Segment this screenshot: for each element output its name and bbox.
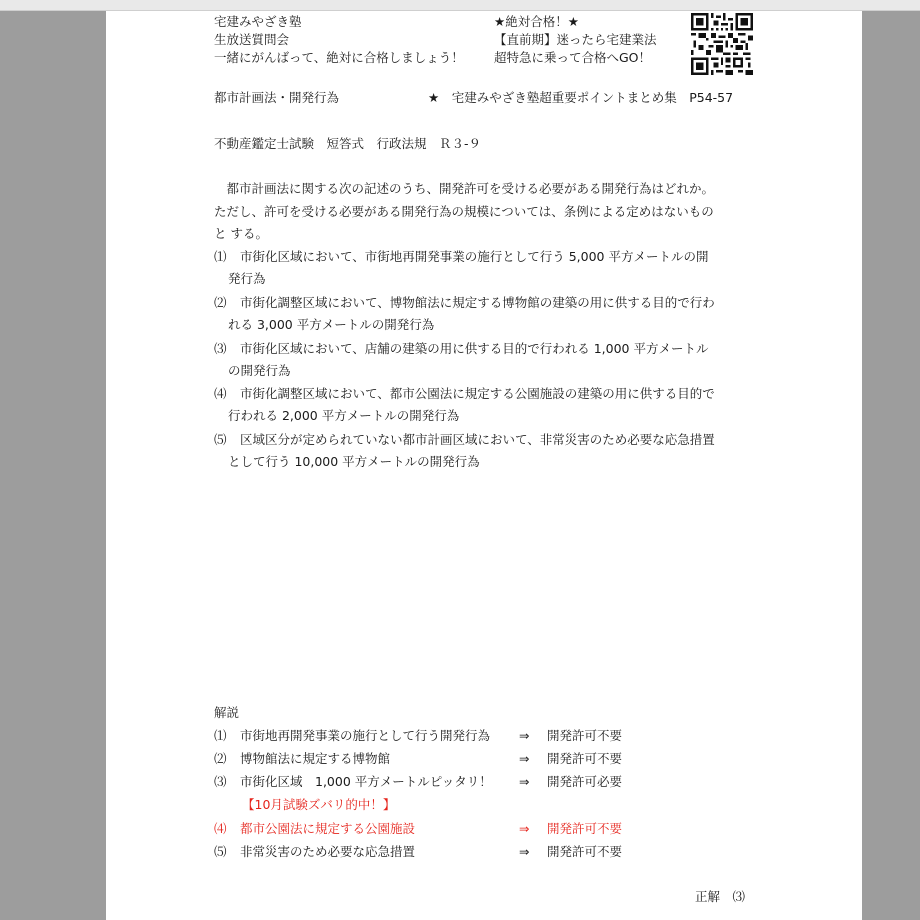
arrow-icon: ⇒ bbox=[519, 728, 530, 743]
option-text-line1: 市街化区域において、市街地再開発事業の施行として行う 5,000 平方メートルの開 bbox=[240, 249, 709, 264]
explanation-text: 市街化区域 1,000 平方メートルピッタリ！ bbox=[240, 774, 492, 789]
question-line-2: ただし、許可を受ける必要がある開発行為の規模については、条例による定めはないもの bbox=[214, 204, 714, 219]
option-number: ⑵ bbox=[214, 295, 227, 310]
explanation-text: 都市公園法に規定する公園施設 bbox=[240, 821, 416, 836]
arrow-icon: ⇒ bbox=[519, 821, 530, 836]
arrow-icon: ⇒ bbox=[519, 774, 530, 789]
option-text-line1: 市街化調整区域において、都市公園法に規定する公園施設の建築の用に供する目的で bbox=[240, 386, 715, 401]
option-text-line2: れる 3,000 平方メートルの開発行為 bbox=[228, 317, 435, 332]
qr-code-icon[interactable] bbox=[690, 13, 754, 75]
explanation-number: ⑶ bbox=[214, 774, 227, 789]
explanation-text: 博物館法に規定する博物館 bbox=[240, 751, 391, 766]
arrow-icon: ⇒ bbox=[519, 751, 530, 766]
correct-answer: 正解 ⑶ bbox=[695, 889, 746, 904]
option-text-line1: 市街化区域において、店舗の建築の用に供する目的で行われる 1,000 平方メートル bbox=[240, 341, 709, 356]
option-1 bbox=[214, 249, 854, 289]
header-school-name: 宅建みやざき塾 bbox=[214, 14, 302, 29]
explanation-result: 開発許可不要 bbox=[547, 728, 623, 743]
document-page bbox=[106, 11, 862, 920]
option-2 bbox=[214, 295, 854, 335]
option-text-line2: として行う 10,000 平方メートルの開発行為 bbox=[228, 454, 480, 469]
topic-reference: ★ 宅建みやざき塾超重要ポイントまとめ集 P54-57 bbox=[428, 90, 734, 105]
explanation-row-2 bbox=[214, 751, 734, 767]
option-text-line2: 行われる 2,000 平方メートルの開発行為 bbox=[228, 408, 460, 423]
explanation-result: 開発許可必要 bbox=[547, 774, 623, 789]
header-slogan: 一緒にがんばって、絶対に合格しましょう！ bbox=[214, 50, 464, 65]
explanation-number: ⑸ bbox=[214, 844, 227, 859]
explanation-number: ⑷ bbox=[214, 821, 227, 836]
arrow-icon: ⇒ bbox=[519, 844, 530, 859]
explanation-number: ⑵ bbox=[214, 751, 227, 766]
header-tip: 【直前期】迷ったら宅建業法 bbox=[494, 32, 657, 47]
explanation-text: 非常災害のため必要な応急措置 bbox=[240, 844, 416, 859]
option-number: ⑶ bbox=[214, 341, 227, 356]
explanation-row-5 bbox=[214, 844, 734, 860]
option-4 bbox=[214, 386, 854, 426]
explanation-row-3 bbox=[214, 774, 734, 790]
option-3 bbox=[214, 341, 854, 381]
explanation-result: 開発許可不要 bbox=[547, 821, 623, 836]
question-line-1: 都市計画法に関する次の記述のうち、開発許可を受ける必要がある開発行為はどれか。 bbox=[214, 181, 715, 196]
question-line-3: と する。 bbox=[214, 226, 268, 241]
header-cheer: 超特急に乗って合格へGO！ bbox=[494, 50, 652, 65]
explanation-text: 市街地再開発事業の施行として行う開発行為 bbox=[240, 728, 491, 743]
header-event-name: 生放送質問会 bbox=[214, 32, 290, 47]
explanation-row-1 bbox=[214, 728, 734, 744]
explanation-result: 開発許可不要 bbox=[547, 751, 623, 766]
viewer-toolbar bbox=[0, 0, 920, 11]
explanation-number: ⑴ bbox=[214, 728, 227, 743]
option-text-line1: 区域区分が定められていない都市計画区域において、非常災害のため必要な応急措置 bbox=[240, 432, 715, 447]
option-text-line2: の開発行為 bbox=[228, 363, 291, 378]
explanation-row-4 bbox=[214, 821, 734, 837]
option-number: ⑸ bbox=[214, 432, 227, 447]
option-number: ⑴ bbox=[214, 249, 227, 264]
option-5 bbox=[214, 432, 854, 472]
explanation-result: 開発許可不要 bbox=[547, 844, 623, 859]
topic-title: 都市計画法・開発行為 bbox=[214, 90, 340, 105]
header-catchphrase: ★絶対合格！★ bbox=[494, 14, 579, 29]
option-number: ⑷ bbox=[214, 386, 227, 401]
option-text-line2: 発行為 bbox=[228, 271, 266, 286]
option-text-line1: 市街化調整区域において、博物館法に規定する博物館の建築の用に供する目的で行わ bbox=[240, 295, 715, 310]
exam-title: 不動産鑑定士試験 短答式 行政法規 Ｒ３-９ bbox=[214, 136, 482, 151]
explanation-heading: 解説 bbox=[214, 705, 240, 720]
explanation-note: 【10月試験ズバリ的中！】 bbox=[242, 797, 396, 812]
